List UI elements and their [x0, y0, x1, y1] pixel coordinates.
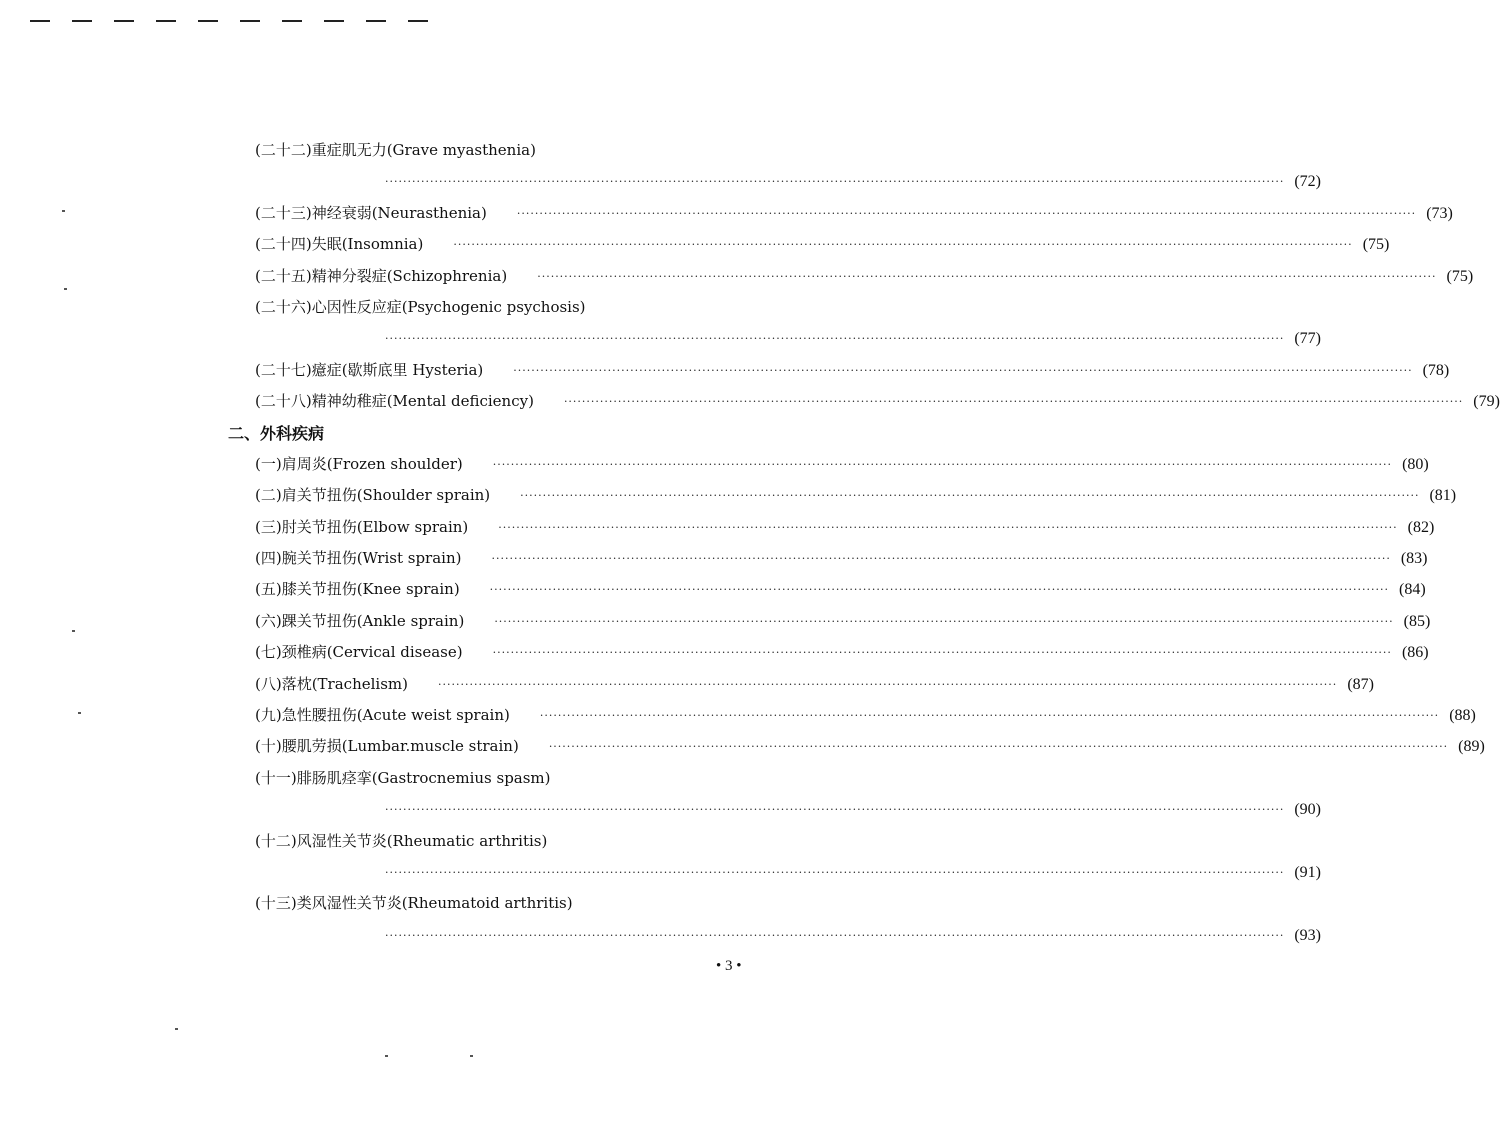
toc-entry-page: (90) — [1294, 801, 1321, 819]
toc-entry — [228, 480, 1457, 511]
toc-entry-title: (二十四)失眠(Insomnia) — [255, 235, 424, 254]
toc-entry-page: (82) — [1407, 518, 1435, 536]
toc-entry-page: (91) — [1294, 863, 1321, 881]
toc-entry-page: (73) — [1426, 204, 1453, 222]
dot-leader: ········································································································································································································ — [516, 206, 1417, 220]
dot-leader: ········································································································································································································ — [385, 803, 1285, 817]
toc-entry-continuation — [228, 166, 1321, 197]
toc-entry-title: (四)腕关节扭伤(Wrist sprain) — [255, 549, 462, 568]
toc-entry-page: (87) — [1347, 675, 1374, 693]
toc-entry-continuation — [228, 920, 1321, 951]
toc-entry-title: (二十七)癔症(歇斯底里 Hysteria) — [255, 360, 484, 379]
dot-leader: ········································································································································································································ — [498, 520, 1398, 534]
toc-entry — [228, 826, 768, 857]
toc-entry — [228, 669, 1374, 700]
dot-leader: ········································································································································································································ — [489, 583, 1389, 597]
toc-entry-page: (77) — [1294, 330, 1321, 348]
toc-entry-title: (九)急性腰扭伤(Acute weist sprain) — [255, 706, 510, 725]
dot-leader: ········································································································································································································ — [492, 646, 1392, 660]
toc-entry — [228, 449, 1429, 480]
toc-entry-page: (72) — [1294, 173, 1321, 191]
toc-entry-title: (一)肩周炎(Frozen shoulder) — [255, 454, 463, 473]
toc-entry — [228, 135, 768, 166]
toc-entry-title: (七)颈椎病(Cervical disease) — [255, 643, 463, 662]
toc-entry-page: (88) — [1449, 707, 1476, 725]
toc-entry-page: (89) — [1458, 738, 1485, 756]
dot-leader: ········································································································································································································ — [385, 865, 1285, 879]
toc-entry-page: (79) — [1473, 393, 1500, 411]
toc-entry-title: (八)落枕(Trachelism) — [255, 674, 408, 693]
toc-entry-title: (十一)腓肠肌痉挛(Gastrocnemius spasm) — [255, 768, 551, 787]
toc-entry-continuation — [228, 794, 1321, 825]
toc-entry — [228, 731, 1485, 762]
dot-leader: ········································································································································································································ — [548, 740, 1449, 754]
scan-speck — [470, 1055, 473, 1057]
dot-leader: ········································································································································································································ — [563, 395, 1464, 409]
toc-entry-page: (80) — [1402, 455, 1429, 473]
toc-entry-title: (二十二)重症肌无力(Grave myasthenia) — [255, 141, 536, 159]
toc-entry — [228, 763, 768, 794]
dot-leader: ········································································································································································································ — [494, 614, 1394, 628]
dot-leader: ········································································································································································································ — [520, 489, 1420, 503]
scan-speck — [175, 1028, 178, 1030]
dot-leader: ········································································································································································································ — [539, 709, 1440, 723]
toc-entry-continuation — [228, 857, 1321, 888]
toc-entry-title: (十三)类风湿性关节炎(Rheumatoid arthritis) — [255, 894, 573, 913]
page-number: • 3 • — [716, 958, 742, 974]
dot-leader: ········································································································································································································ — [453, 238, 1353, 252]
toc-entry-title: (六)踝关节扭伤(Ankle sprain) — [255, 611, 465, 630]
toc-entry — [228, 574, 1426, 605]
toc-entry — [228, 355, 1450, 386]
scan-speck — [385, 1055, 388, 1057]
scan-speck — [78, 712, 81, 714]
toc-entry-page: (75) — [1362, 236, 1390, 254]
dot-leader: ········································································································································································································ — [537, 269, 1437, 283]
toc-entry-title: (三)肘关节扭伤(Elbow sprain) — [255, 517, 469, 536]
toc-entry-page: (83) — [1400, 550, 1428, 568]
toc-entry-page: (84) — [1399, 581, 1426, 599]
dot-leader: ········································································································································································································ — [385, 332, 1285, 346]
scan-speck — [62, 210, 65, 212]
table-of-contents — [228, 135, 1500, 951]
dot-leader: ········································································································································································································ — [385, 175, 1285, 189]
toc-entry — [228, 386, 1500, 417]
toc-entry — [228, 198, 1453, 229]
toc-entry — [228, 229, 1390, 260]
section-heading: 二、外科疾病 — [228, 423, 325, 443]
dot-leader: ········································································································································································································ — [385, 928, 1285, 942]
toc-entry-title: (二十八)精神幼稚症(Mental deficiency) — [255, 392, 534, 411]
toc-entry-page: (78) — [1422, 361, 1450, 379]
toc-entry — [228, 637, 1429, 668]
toc-entry-continuation — [228, 323, 1321, 354]
dot-leader: ········································································································································································································ — [437, 677, 1338, 691]
dot-leader: ········································································································································································································ — [491, 552, 1391, 566]
toc-entry — [228, 261, 1474, 292]
toc-entry-title: (十)腰肌劳损(Lumbar.muscle strain) — [255, 737, 519, 756]
toc-entry-page: (86) — [1401, 644, 1429, 662]
toc-entry-page: (81) — [1429, 487, 1457, 505]
dot-leader: ········································································································································································································ — [492, 457, 1393, 471]
toc-entry — [228, 512, 1435, 543]
scan-speck — [72, 630, 75, 632]
toc-entry-page: (75) — [1446, 267, 1474, 285]
toc-entry-page: (93) — [1294, 926, 1321, 944]
dot-leader: ········································································································································································································ — [513, 363, 1413, 377]
toc-entry-title: (二十五)精神分裂症(Schizophrenia) — [255, 266, 508, 285]
toc-entry — [228, 543, 1428, 574]
toc-entry — [228, 700, 1476, 731]
toc-entry-title: (二十三)神经衰弱(Neurasthenia) — [255, 203, 487, 222]
toc-entry — [228, 606, 1431, 637]
scan-speck — [64, 288, 67, 290]
toc-entry — [228, 292, 768, 323]
toc-entry-title: (十二)风湿性关节炎(Rheumatic arthritis) — [255, 831, 548, 850]
toc-entry-title: (二)肩关节扭伤(Shoulder sprain) — [255, 486, 491, 505]
scan-top-dashes — [30, 20, 428, 22]
toc-entry — [228, 888, 768, 919]
toc-entry-title: (二十六)心因性反应症(Psychogenic psychosis) — [255, 297, 586, 316]
toc-entry-page: (85) — [1403, 612, 1431, 630]
toc-entry-title: (五)膝关节扭伤(Knee sprain) — [255, 580, 460, 599]
